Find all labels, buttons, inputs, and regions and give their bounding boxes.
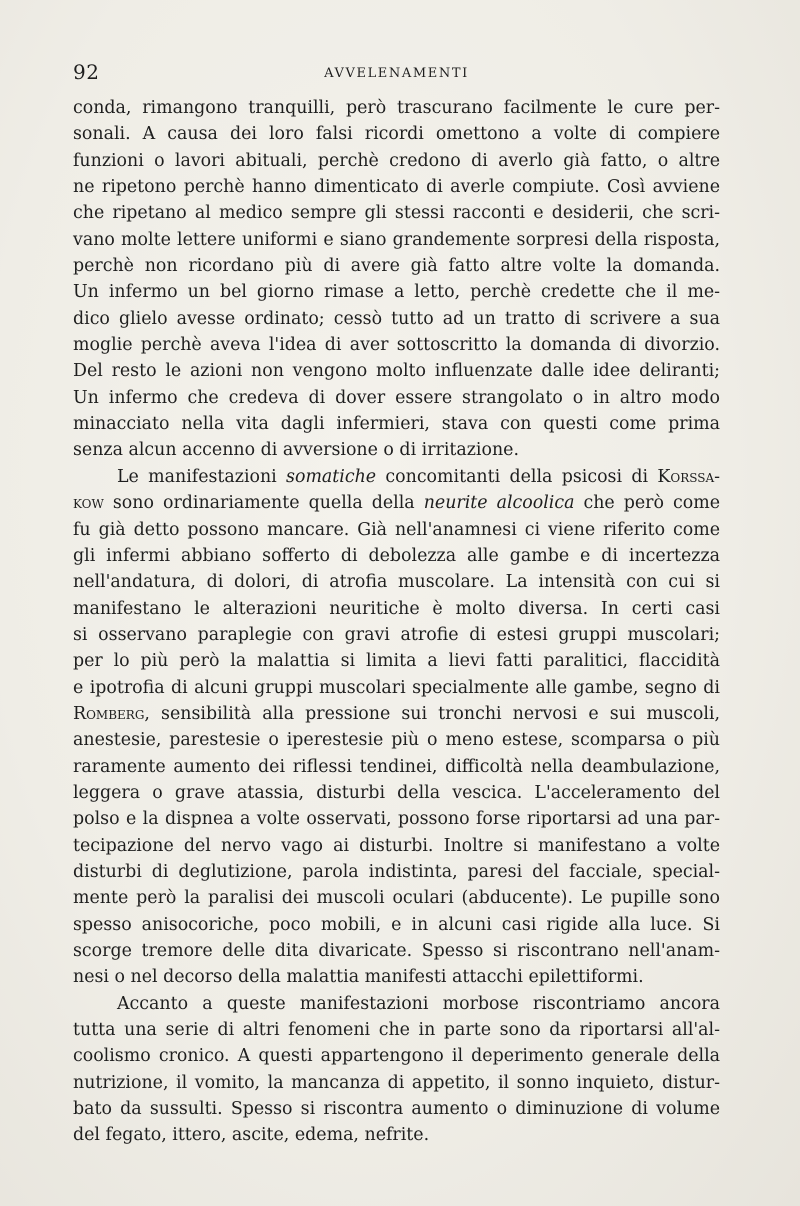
- text-line: che ripetano al medico sempre gli stessi racconti e desiderii, che scri-: [73, 203, 720, 224]
- text-line: polso e la dispnea a volte osservati, possono forse riportarsi ad una par-: [73, 809, 720, 830]
- text-line: coolismo cronico. A questi appartengono il deperimento generale della: [73, 1046, 720, 1067]
- text-line: gli infermi abbiano sofferto di debolezza alle gambe e di incertezza: [73, 545, 720, 566]
- text-line: funzioni o lavori abituali, perchè credono di averlo già fatto, o altre: [73, 150, 720, 171]
- text-line: tecipazione del nervo vago ai disturbi. Inoltre si manifestano a volte: [73, 835, 720, 856]
- text-line: ne ripetono perchè hanno dimenticato di averle compiute. Così avviene: [73, 177, 720, 198]
- text-line: Del resto le azioni non vengono molto influenzate dalle idee deliranti;: [73, 361, 720, 382]
- text-run: , sensibilità alla pressione sui tronchi nervosi e sui muscoli,: [144, 703, 720, 724]
- author-name: kow: [73, 493, 104, 514]
- text-line: [73, 701, 720, 727]
- text-run: sono ordinariamente quella della: [103, 493, 424, 514]
- author-name: Romberg: [73, 703, 145, 724]
- text-run: che però come: [574, 493, 720, 514]
- text-run: Le manifestazioni: [117, 466, 287, 487]
- text-line: nell'andatura, di dolori, di atrofia muscolare. La intensità con cui si: [73, 572, 720, 593]
- text-line: mente però la paralisi dei muscoli oculari (abducente). Le pupille sono: [73, 888, 720, 909]
- text-line: raramente aumento dei riflessi tendinei, difficoltà nella deambulazione,: [73, 756, 720, 777]
- text-line: nesi o nel decorso della malattia manifesti attacchi epilettiformi.: [73, 967, 644, 988]
- body-text: [73, 95, 720, 1149]
- running-head: AVVELENAMENTI: [324, 66, 469, 81]
- text-line: [73, 464, 720, 490]
- text-line: fu già detto possono mancare. Già nell'anamnesi ci viene riferito come: [73, 519, 720, 540]
- text-line: scorge tremore delle dita divaricate. Spesso si riscontrano nell'anam-: [73, 941, 720, 961]
- text-line: leggera o grave atassia, disturbi della vescica. L'acceleramento del: [73, 782, 720, 803]
- page-number: 92: [73, 60, 100, 84]
- text-line: disturbi di deglutizione, parola indistinta, paresi del facciale, special-: [73, 861, 720, 882]
- text-line: nutrizione, il vomito, la mancanza di appetito, il sonno inquieto, distur-: [73, 1072, 720, 1093]
- text-line: del fegato, ittero, ascite, edema, nefrite.: [73, 1125, 430, 1146]
- text-line: moglie perchè aveva l'idea di aver sottoscritto la domanda di divorzio.: [73, 335, 720, 356]
- text-line: bato da sussulti. Spesso si riscontra aumento o diminuzione di volume: [73, 1099, 720, 1120]
- text-line: Un infermo che credeva di dover essere strangolato o in altro modo: [73, 387, 720, 408]
- text-line: si osservano paraplegie con gravi atrofie di estesi gruppi muscolari;: [73, 624, 720, 645]
- paragraph-1: [73, 95, 720, 464]
- text-line: e ipotrofia di alcuni gruppi muscolari specialmente alle gambe, segno di: [73, 677, 720, 698]
- text-line: vano molte lettere uniformi e siano grandemente sorpresi della risposta,: [73, 229, 720, 250]
- text-line: anestesie, parestesie o iperestesie più o meno estese, scomparsa o più: [73, 730, 720, 751]
- text-line: sonali. A causa dei loro falsi ricordi omettono a volte di compiere: [73, 124, 720, 145]
- text-line: minacciato nella vita dagli infermieri, stava con questi come prima: [73, 414, 720, 435]
- text-line: Un infermo un bel giorno rimase a letto, perchè credette che il me-: [73, 282, 720, 303]
- paragraph-2: [73, 464, 720, 991]
- text-run: concomitanti della psicosi di: [376, 466, 658, 487]
- text-line: per lo più però la malattia si limita a lievi fatti paralitici, flaccidità: [73, 651, 720, 672]
- italic-term: somatiche: [286, 466, 377, 487]
- italic-term: neurite alcoolica: [423, 493, 575, 514]
- text-line: manifestano le alterazioni neuritiche è molto diversa. In certi casi: [73, 598, 720, 619]
- text-line: spesso anisocoriche, poco mobili, e in alcuni casi rigide alla luce. Si: [73, 914, 720, 935]
- text-line: senza alcun accenno di avversione o di irritazione.: [73, 440, 519, 461]
- text-line: [73, 490, 720, 516]
- text-line: Accanto a queste manifestazioni morbose riscontriamo ancora: [117, 993, 720, 1014]
- paragraph-3: [73, 991, 720, 1149]
- author-name: Korssa-: [657, 466, 720, 487]
- text-line: tutta una serie di altri fenomeni che in parte sono da riportarsi all'al-: [73, 1020, 720, 1041]
- page-header: [73, 60, 720, 88]
- text-line: perchè non ricordano più di avere già fatto altre volte la domanda.: [73, 256, 720, 277]
- text-line: conda, rimangono tranquilli, però trascurano facilmente le cure per-: [73, 98, 720, 118]
- text-line: dico glielo avesse ordinato; cessò tutto ad un tratto di scrivere a sua: [73, 308, 720, 329]
